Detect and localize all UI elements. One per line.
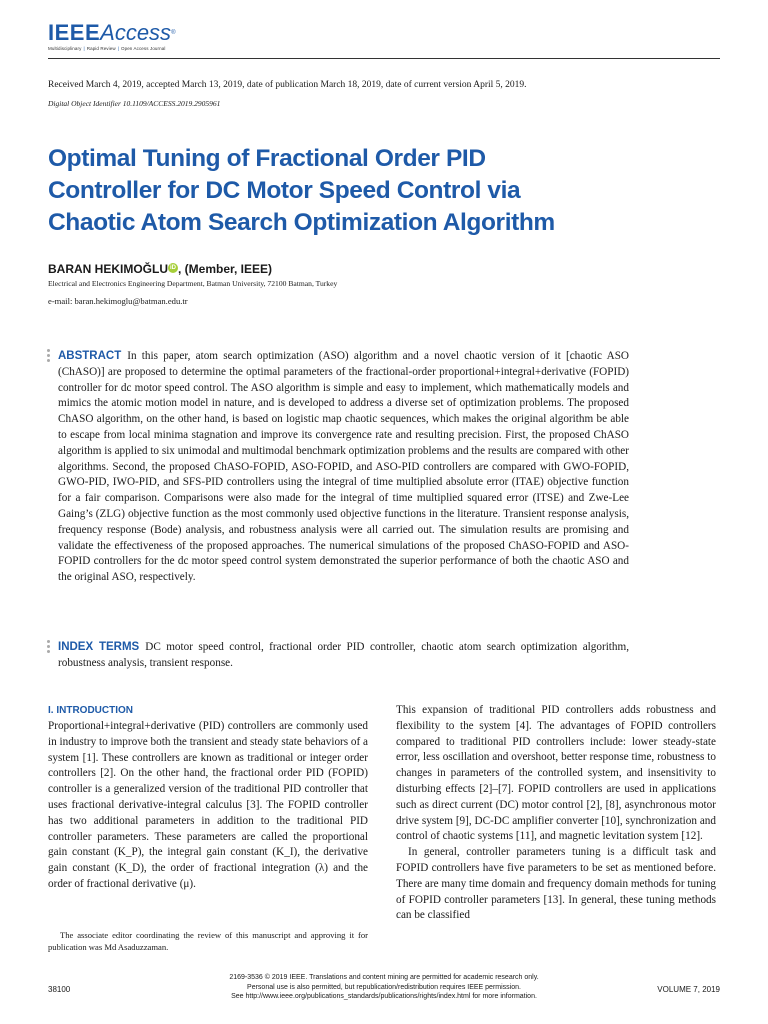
volume-label: VOLUME 7, 2019 — [657, 985, 720, 994]
license-line[interactable]: See http://www.ieee.org/publications_standards/publications/rights/index.html for more information. — [231, 993, 537, 1000]
right-column — [396, 703, 716, 924]
license-line: Personal use is also permitted, but republication/redistribution requires IEEE permission. — [247, 983, 521, 991]
received-dates: Received March 4, 2019, accepted March 13, 2019, date of publication March 18, 2019, date of current version April 5, 2019. — [48, 80, 527, 90]
logo-wordmark — [48, 22, 175, 44]
editor-footnote: The associate editor coordinating the review of this manuscript and approving it for publication was Md Asaduzzaman. — [48, 930, 368, 952]
tagline-item: Rapid Review — [86, 46, 116, 51]
abstract-text: In this paper, atom search optimization (ASO) algorithm and a novel chaotic version of it [chaotic ASO (ChASO)] are proposed to determine the optimal parameters of the fractional-order proportional+integral+derivative (FOPID) controller for dc motor speed control. The ASO algorithm is simple and easy to implement, which mathematically models and mimics the atomic motion model in nature, and is developed to address a diverse set of optimization problems. The proposed ChASO algorithm, on the other hand, is based on logistic map chaotic sequences, which makes the original algorithm be able to escape from local minima stagnation and improve its convergence rate and resulting precision. First, the proposed ChASO algorithm is applied to six unimodal and multimodal benchmark optimization problems and the results are compared with other algorithms. Second, the proposed ChASO-FOPID, ASO-FOPID, and ASO-PID controllers are compared with GWO-FOPID, GWO-PID, IWO-PID, and SFS-PID controllers using the integral of time multiplied absolute error (ITAE) objective function for a fair comparison. Comparisons were also made for the integral of time multiplied squared error (ITSE) and Zwe-Lee Gaing’s (ZLG) objective function as the most commonly used objective functions in the literature. Transient response analysis, frequency response (Bode) analysis, and robustness analysis were all carried out. The simulation results are promising and validate the effectiveness of the proposed approaches. The numerical simulations of the proposed ChASO-FOPID and ASO-FOPID controllers for the dc motor speed control system demonstrated the superior performance of both the chaotic ASO and the original ASO, respectively. — [58, 350, 629, 584]
index-terms-text: DC motor speed control, fractional order PID controller, chaotic atom search optimization algorithm, robustness analysis, transient response. — [58, 641, 630, 669]
index-terms — [58, 640, 629, 672]
author-name: BARAN HEKIMOĞLU — [48, 262, 168, 276]
title-line: Chaotic Atom Search Optimization Algorithm — [48, 209, 555, 236]
index-terms-label: INDEX TERMS — [58, 641, 140, 653]
title-line: Optimal Tuning of Fractional Order PID — [48, 145, 486, 172]
orcid-icon[interactable]: iD — [170, 265, 176, 271]
abstract-label: ABSTRACT — [58, 350, 122, 362]
author-email[interactable]: e-mail: baran.hekimoglu@batman.edu.tr — [48, 296, 188, 306]
title-line: Controller for DC Motor Speed Control via — [48, 177, 521, 204]
left-column — [48, 703, 368, 893]
intro-paragraph-3: In general, controller parameters tuning is a difficult task and FOPID controllers have five parameters to be set as mentioned before. There are many time domain and frequency domain methods for tuning of FOPID controller parameters [13]. In general, these tuning methods can be classified — [396, 846, 716, 922]
logo-access: Access — [100, 20, 172, 45]
author-affiliation: Electrical and Electronics Engineering Department, Batman University, 72100 Batman, Turkey — [48, 279, 338, 288]
intro-paragraph-1: Proportional+integral+derivative (PID) controllers are commonly used in industry to improve both the transient and steady state behaviors of a system [1]. These controllers are known as traditional or integer order controllers [2]. On the other hand, the fractional order PID (FOPID) controller is a generalized version of the traditional PID controller that uses fractional derivative-integral calculus [3]. The FOPID controller has two additional parameters in addition to the traditional PID controller parameters. These parameters are called the proportional gain constant (K_P), the integral gain constant (K_I), the derivative gain constant (K_D), the order of fractional integration (λ) and the order of fractional derivative (μ). — [48, 720, 369, 890]
author-membership: , (Member, IEEE) — [178, 262, 273, 276]
paper-title — [48, 143, 708, 239]
ieee-access-logo — [48, 22, 175, 51]
page-number: 38100 — [48, 985, 71, 994]
doi[interactable]: Digital Object Identifier 10.1109/ACCESS.2019.2905961 — [48, 99, 221, 108]
abstract — [58, 349, 629, 586]
index-terms-marker-icon — [47, 640, 51, 655]
header-rule — [48, 58, 720, 59]
license-notice — [150, 973, 618, 1002]
logo-trademark: ® — [171, 30, 176, 36]
logo-ieee: IEEE — [48, 20, 101, 45]
section-heading-introduction: I. INTRODUCTION — [48, 705, 133, 716]
tagline-item: Open Access Journal — [121, 46, 166, 51]
tagline-item: Multidisciplinary — [48, 46, 82, 51]
tagline-separator: | — [117, 46, 119, 51]
license-line: 2169-3536 © 2019 IEEE. Translations and content mining are permitted for academic research only. — [229, 974, 539, 981]
intro-paragraph-2: This expansion of traditional PID controllers adds robustness and flexibility to the system [4]. The advantages of FOPID controllers compared to traditional PID controllers include: lower steady-state error, less oscillation and overshoot, better response time, robustness to changes in parameters of the controlled system, and insensitivity to disturbing effects [2]–[7]. FOPID controllers are used in applications such as direct current (DC) motor control [2], [8], asynchronous motor drive system [9], DC-DC amplifier converter [10], synchronization and control of chaotic systems [11], and magnetic levitation system [12]. — [396, 704, 716, 843]
logo-tagline — [48, 46, 175, 51]
abstract-marker-icon — [47, 349, 51, 364]
tagline-separator: | — [83, 46, 85, 51]
author-line — [48, 262, 272, 276]
